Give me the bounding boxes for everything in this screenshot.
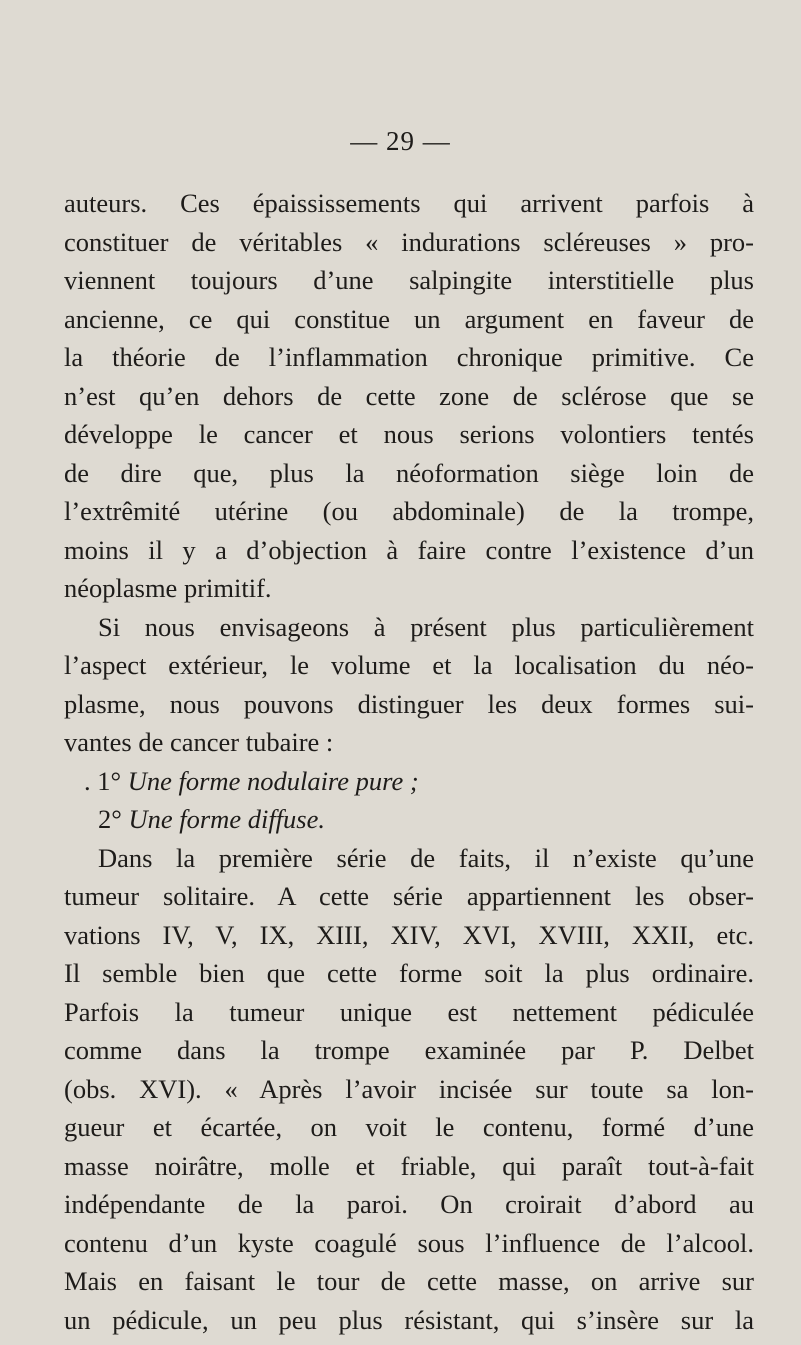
text-line: contenu d’un kyste coagulé sous l’influence de l’alcool. [64, 1227, 754, 1258]
text-line: ancienne, ce qui constitue un argument en faveur de [64, 303, 754, 334]
paragraph-1 [64, 184, 754, 608]
list-text: Une forme nodulaire pure ; [127, 765, 419, 796]
text-line: développe le cancer et nous serions volontiers tentés [64, 419, 754, 449]
paragraph-3 [64, 839, 754, 1340]
text-line: l’extrêmité utérine (ou abdominale) de la trompe, [64, 496, 754, 526]
text-line: plasme, nous pouvons distinguer les deux formes sui- [64, 688, 754, 719]
text-line: néoplasme primitif. [64, 573, 272, 603]
text-line: vantes de cancer tubaire : [64, 727, 334, 757]
text-line: Il semble bien que cette forme soit la plus ordinaire. [64, 958, 754, 988]
text-line: moins il y a d’objection à faire contre l’existence d’un [64, 534, 754, 565]
text-line: masse noirâtre, molle et friable, qui paraît tout-à-fait [64, 1150, 754, 1181]
paragraph-2 [64, 608, 754, 762]
text-line: un pédicule, un peu plus résistant, qui s’insère sur la [64, 1304, 754, 1335]
forms-list [64, 762, 754, 839]
text-line: de dire que, plus la néoformation siège loin de [64, 457, 754, 488]
text-line: indépendante de la paroi. On croirait d’abord au [64, 1189, 754, 1219]
body-text [64, 184, 754, 1339]
list-number: . 1° [84, 765, 122, 796]
page-number: — 29 — [350, 126, 451, 156]
text-line: Dans la première série de faits, il n’existe qu’une [98, 842, 754, 873]
text-line: gueur et écartée, on voit le contenu, formé d’une [64, 1112, 754, 1142]
list-number: 2° [98, 804, 122, 834]
text-line: vations IV, V, IX, XIII, XIV, XVI, XVIII, XXII, etc. [64, 919, 754, 950]
text-line: n’est qu’en dehors de cette zone de sclérose que se [64, 380, 754, 411]
text-line: Parfois la tumeur unique est nettement pédiculée [64, 996, 754, 1027]
text-line: comme dans la trompe examinée par P. Delbet [64, 1035, 754, 1065]
text-line: Si nous envisageons à présent plus particulièrement [98, 611, 754, 642]
text-line: l’aspect extérieur, le volume et la localisation du néo- [64, 650, 754, 680]
text-line: auteurs. Ces épaississements qui arrivent parfois à [64, 188, 754, 218]
text-line: viennent toujours d’une salpingite interstitielle plus [64, 265, 754, 295]
list-item [64, 800, 754, 839]
list-text: Une forme diffuse. [128, 804, 325, 834]
list-item [64, 762, 754, 801]
text-line: tumeur solitaire. A cette série appartiennent les obser- [64, 881, 754, 911]
text-line: constituer de véritables « indurations scléreuses » pro- [64, 226, 754, 257]
text-line: la théorie de l’inflammation chronique primitive. Ce [64, 342, 754, 372]
text-line: (obs. XVI). « Après l’avoir incisée sur toute sa lon- [64, 1073, 754, 1104]
text-line: Mais en faisant le tour de cette masse, on arrive sur [64, 1266, 754, 1296]
